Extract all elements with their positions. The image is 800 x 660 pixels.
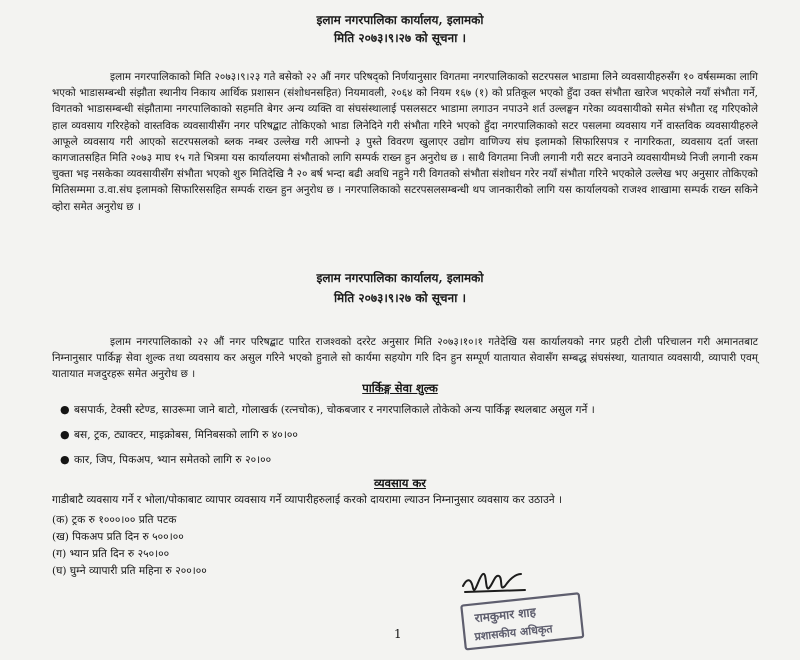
parking-item-text: बस, ट्रक, ट्याक्टर, माइक्रोबस, मिनिबसको लागि रु ४०।०० [74,429,298,441]
parking-item [60,427,760,452]
business-tax-list [52,512,472,580]
bullet-icon: ● [60,403,70,416]
parking-title [0,380,800,396]
stamp-line-2: प्रशासकीय अधिकृत [473,622,554,644]
notice2-body: इलाम नगरपालिकाको २२ औं नगर परिषद्बाट पारित राजश्वको दररेट अनुसार मिति २०७३।१०।१ गतेदेखि यस कार्यालयको नगर प्रहरी टोली परिचालन गरी अमानतबाट निम्नानुसार पार्किङ्ग सेवा शुल्क तथा व्यवसाय कर असुल गरिने भएको हुनाले सो कार्यमा सहयोग गरि दिन हुन सम्पूर्ण यातायात सेवासँग सम्बद्ध संघसंस्था, यातायात व्यवसायी, व्यापारी एवम् यातायात मजदुरहरू समेत अनुरोध छ । [52,336,758,381]
notice2-office-text: इलाम नगरपालिका कार्यालय, इलामको [316,271,484,285]
bullet-icon: ● [60,453,70,466]
notice1-body: इलाम नगरपालिकाको मिति २०७३।९।२३ गते बसेको २२ औं नगर परिषद्को निर्णयानुसार विगतमा नगरपालिकाको सटरपसल भाडामा लिने व्यवसायीहरुसँग १० वर्षसम्मका लागि भएको भाडासम्बन्धी संझौता स्थानीय निकाय आर्थिक प्रशासन (संशोधनसहित) नियमावली, २०६४ को नियम १६७ (१) को प्रतिकूल भएको हुँदा उक्त संभौता खारेज भएकोले नयाँ संभौता गर्ने, विगतको भाडासम्बन्धी संझौतामा नगरपालिकाको सहमति बेगर अन्य व्यक्ति वा संघसंस्थालाई पसलसटर भाडामा लगाउन नपाउने शर्त उल्लङ्घन गरेका व्यवसायीको समेत संभौता रद्द गरिएकोले हाल व्यवसाय गरिरहेको वास्तविक व्यवसायीसँग नगर परिषद्बाट तोकिएको भाडा लिनेदिने गरी संभौता गरिने भएको हुँदा नगरपालिकाको सटर पसलमा व्यवसाय गर्ने वास्तविक व्यवसायीहरुले आफूले व्यवसाय गरी आएको सटरपसलको ब्लक नम्बर उल्लेख गरी आफ्नो ३ पुस्ते विवरण खुलाएर उद्योग वाणिज्य संघ इलामको सिफारिसपत्र र नागरिकता, व्यवसाय दर्ता जस्ता कागजातसहित मिति २०७३ माघ १५ गते भित्रमा यस कार्यालयमा संभौताको लागि सम्पर्क राख्न हुन अनुरोध छ । साथै विगतमा निजी लगानी गरी सटर बनाउने व्यवसायीमध्ये निजी लगानी रकम चुक्ता भइ नसकेका व्यवसायीसँग संभौता भएको शुरु मितिदेखि नै २० बर्ष भन्दा बढी अवधि नहुने गरी विगतको संभौता संशोधन गरेर नयाँ संभौता गरिने भएकोले उल्लेख भए अनुसार तोकिएको मितिसम्ममा उ.वा.संघ इलामको सिफारिससहित सम्पर्क राख्न हुन अनुरोध छ । नगरपालिकाको सटरपसलसम्बन्धी थप जानकारीको लागि यस कार्यालयको राजश्व शाखामा सम्पर्क राख्न सकिने व्होरा समेत अनुरोध छ । [52,71,758,213]
stamp-line-1: रामकुमार शाह [473,604,537,626]
official-stamp-and-signature [445,558,595,658]
tax-item: (ग) भ्यान प्रति दिन रु २५०।०० [52,548,170,560]
tax-item: (ख) पिकअप प्रति दिन रु ५००।०० [52,531,184,543]
parking-list [60,402,760,477]
signature-mark [463,574,525,592]
business-tax-title [0,475,800,491]
notice1-date-heading [0,30,800,47]
notice2-date-text: मिति २०७३।९।२७ को सूचना । [333,291,467,305]
notice2-date-heading [0,290,800,307]
parking-item [60,452,760,477]
business-tax-intro: गाडीबाटै व्यवसाय गर्ने र भोला/पोकाबाट व्यापार व्यवसाय गर्ने व्यापारीहरुलाई करको दायरामा ल्याउन निम्नानुसार व्यवसाय कर उठाउने । [52,494,563,506]
parking-title-text: पार्किङ्ग सेवा शुल्क [362,381,438,395]
parking-item-text: कार, जिप, पिकअप, भ्यान समेतको लागि रु २०।०० [74,454,272,466]
notice1-date-text: मिति २०७३।९।२७ को सूचना । [333,31,467,45]
business-tax-title-text: व्यवसाय कर [374,476,426,490]
parking-item-text: बसपार्क, टेक्सी स्टेण्ड, साउरूमा जाने बाटो, गोलाखर्क (रत्नचोक), चोकबजार र नगरपालिकाले तोकेको अन्य पार्किङ्ग स्थलबाट असुल गर्ने । [74,404,595,416]
tax-item: (क) ट्रक रु १०००।०० प्रति पटक [52,514,177,526]
notice1-office-heading [0,12,800,29]
tax-item: (घ) घुम्ने व्यापारी प्रति महिना रु २००।०० [52,565,207,577]
notice2-office-heading [0,270,800,287]
bullet-icon: ● [60,428,70,441]
parking-item [60,402,760,427]
notice1-office-text: इलाम नगरपालिका कार्यालय, इलामको [316,13,484,27]
page-number: 1 [394,627,402,641]
